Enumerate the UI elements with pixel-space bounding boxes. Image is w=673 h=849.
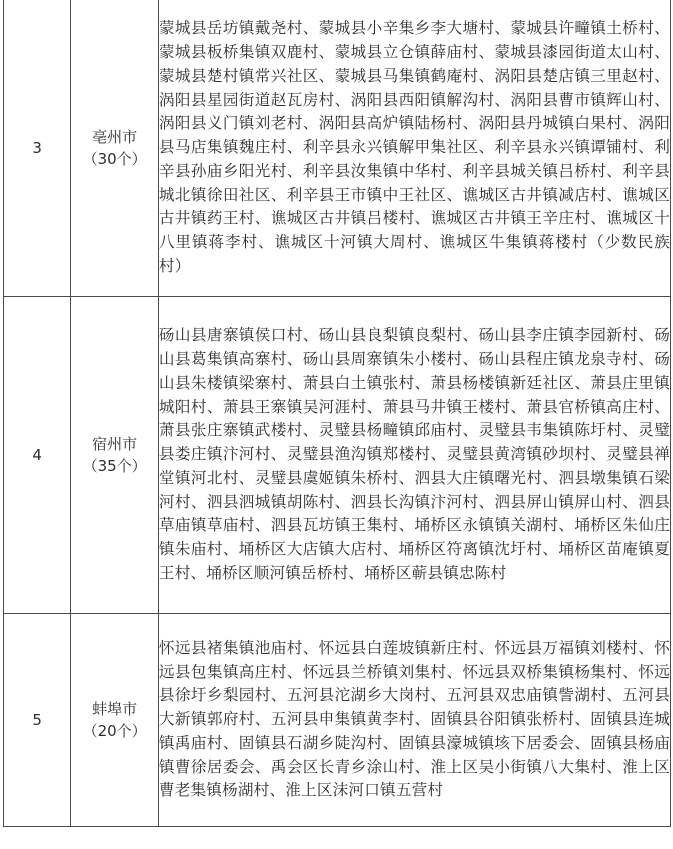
village-count: （30个） (82, 150, 147, 168)
table-row (4, 614, 671, 827)
village-count: （20个） (82, 722, 147, 740)
row-index: 4 (4, 297, 71, 614)
village-list: 砀山县唐寨镇侯口村、砀山县良梨镇良梨村、砀山县李庄镇李园新村、砀山县葛集镇高寨村、砀山县周寨镇朱小楼村、砀山县程庄镇龙泉寺村、砀山县朱楼镇梁寨村、萧县白土镇张村、萧县杨楼镇新廷社区、萧县庄里镇城阳村、萧县王寨镇吴河涯村、萧县马井镇王楼村、萧县官桥镇高庄村、萧县张庄寨镇武楼村、灵璧县杨疃镇邱庙村、灵璧县韦集镇陈圩村、灵璧县娄庄镇汴河村、灵璧县渔沟镇郑楼村、灵璧县黄湾镇砂坝村、灵璧县禅堂镇河北村、灵璧县虞姬镇朱桥村、泗县大庄镇曙光村、泗县墩集镇石梁河村、泗县泗城镇胡陈村、泗县长沟镇汴河村、泗县屏山镇屏山村、泗县草庙镇草庙村、泗县瓦坊镇王集村、埇桥区永镇镇关湖村、埇桥区朱仙庄镇朱庙村、埇桥区大店镇大店村、埇桥区符离镇沈圩村、埇桥区苗庵镇夏王村、埇桥区顺河镇岳桥村、埇桥区蕲县镇忠陈村 (158, 297, 670, 614)
table-row (4, 0, 671, 297)
village-list-table (3, 0, 671, 827)
village-list: 怀远县褚集镇池庙村、怀远县白莲坡镇新庄村、怀远县万福镇刘楼村、怀远县包集镇高庄村、怀远县兰桥镇刘集村、怀远县双桥集镇杨集村、怀远县徐圩乡梨园村、五河县沱湖乡大岗村、五河县双忠庙镇訾湖村、五河县大新镇郭府村、五河县申集镇黄李村、固镇县谷阳镇张桥村、固镇县连城镇禹庙村、固镇县石湖乡陡沟村、固镇县濠城镇垓下居委会、固镇县杨庙镇曹徐居委会、禹会区长青乡涂山村、淮上区吴小街镇八大集村、淮上区曹老集镇杨湖村、淮上区沫河口镇五营村 (158, 614, 670, 827)
city-cell (71, 297, 159, 614)
city-name: 蚌埠市 (92, 700, 138, 718)
city-cell (71, 0, 159, 297)
city-cell (71, 614, 159, 827)
row-index: 5 (4, 614, 71, 827)
city-name: 宿州市 (92, 435, 138, 453)
city-name: 亳州市 (92, 128, 138, 146)
row-index: 3 (4, 0, 71, 297)
table-row (4, 297, 671, 614)
village-list: 蒙城县岳坊镇戴尧村、蒙城县小辛集乡李大塘村、蒙城县许疃镇土桥村、蒙城县板桥集镇双鹿村、蒙城县立仓镇薛庙村、蒙城县漆园街道太山村、蒙城县楚村镇常兴社区、蒙城县马集镇鹤庵村、涡阳县楚店镇三里赵村、涡阳县星园街道赵瓦房村、涡阳县西阳镇解沟村、涡阳县曹市镇辉山村、涡阳县义门镇刘老村、涡阳县高炉镇陆杨村、涡阳县丹城镇白果村、涡阳县马店集镇魏庄村、利辛县永兴镇解甲集社区、利辛县永兴镇谭铺村、利辛县孙庙乡阳光村、利辛县汝集镇中华村、利辛县城关镇吕桥村、利辛县城北镇徐田社区、利辛县王市镇中王社区、谯城区古井镇减店村、谯城区古井镇药王村、谯城区古井镇吕楼村、谯城区古井镇王辛庄村、谯城区十八里镇蒋李村、谯城区十河镇大周村、谯城区牛集镇蒋楼村（少数民族村） (158, 0, 670, 297)
village-count: （35个） (82, 457, 147, 475)
